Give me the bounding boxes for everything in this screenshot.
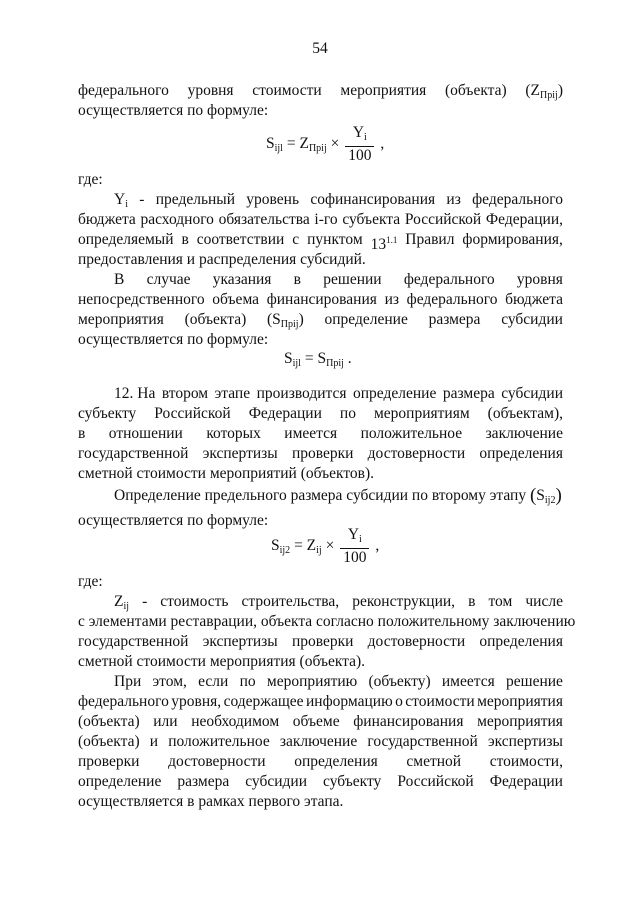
word: Российской [154, 405, 231, 422]
word: из [446, 191, 461, 208]
word: положительное [360, 425, 463, 442]
text-line: осуществляется по формуле: [78, 331, 269, 348]
paren-close: ) [555, 485, 562, 506]
subscript: Прij [540, 90, 558, 101]
formula-symbol: = S [300, 350, 327, 367]
word: положительное [168, 733, 270, 750]
formula-symbol: S [271, 537, 280, 555]
word: решении [323, 271, 382, 288]
word: (объекта) [184, 311, 247, 328]
word: В [114, 271, 125, 288]
text-line [78, 405, 563, 423]
formula-s-ij1-equals-s-prij [284, 350, 352, 369]
word: размера [428, 311, 481, 328]
paren: ) [557, 82, 563, 99]
word: числе [525, 593, 563, 610]
word: формирования, [462, 231, 563, 248]
word: проверки [78, 753, 140, 770]
subscript: Прij [326, 358, 344, 369]
text-line [78, 693, 563, 711]
word: которых [206, 425, 261, 442]
fraction [345, 124, 374, 165]
text-line: осуществляется по формуле: [78, 512, 269, 529]
text-line: предоставления и распределения субсидий. [78, 251, 366, 268]
text-line [114, 673, 563, 691]
word: размера [442, 385, 495, 402]
paren: ) [298, 311, 304, 328]
multiply-sign: × [326, 135, 344, 153]
text-line: осуществляется по формуле: [78, 102, 269, 119]
word: федерального [406, 291, 498, 308]
word: экспертизы [202, 633, 278, 650]
comma: , [376, 135, 385, 153]
word: стоимости, [489, 753, 563, 770]
word: При [114, 673, 142, 690]
text-line: осуществляется в рамках первого этапа. [78, 793, 344, 810]
word: определения [479, 633, 563, 650]
word: обязательства [218, 211, 310, 228]
word: пунктом [307, 231, 363, 248]
word: определения [479, 445, 563, 462]
text-line: с элементами реставрации, объекта согласно положительному заключению [78, 613, 576, 630]
word: определения [294, 753, 378, 770]
subscript: ijl [274, 143, 283, 155]
number: 13 [370, 236, 387, 253]
word: субсидии [245, 773, 308, 790]
word: уровня, [171, 693, 222, 710]
word: о [395, 693, 403, 710]
word: расходного [140, 211, 214, 228]
word: федерального [78, 82, 169, 99]
text-line: сметной стоимости мероприятия (объекта). [78, 653, 366, 670]
word: информацию [306, 693, 393, 710]
text-line [114, 271, 563, 289]
word: заключение [485, 425, 563, 442]
formula-symbol: S [266, 135, 275, 153]
symbol: Y [114, 191, 126, 208]
word: Федерации [489, 773, 563, 790]
text-line [78, 713, 563, 731]
word: по [339, 405, 356, 422]
word: объеме [292, 713, 340, 730]
word: мероприятия [477, 693, 563, 710]
word: федерального [78, 693, 169, 710]
subscript: ij [123, 601, 130, 612]
formula-symbol: S [284, 350, 293, 367]
word: (объектам), [487, 405, 563, 422]
word: или [153, 713, 178, 730]
word: по [239, 673, 256, 690]
word: (объекту) [368, 673, 431, 690]
word: том [488, 593, 513, 610]
symbol: Z [114, 593, 124, 610]
word: уровня [187, 82, 234, 99]
word: определение [78, 773, 162, 790]
word: с [292, 231, 300, 248]
word: мероприятия [340, 82, 427, 99]
word: (объекта) [78, 733, 140, 750]
word: субъекту [323, 773, 382, 790]
text-line [78, 425, 563, 443]
word: если [198, 673, 229, 690]
subscript: Прij [280, 319, 299, 330]
word: государственной [78, 633, 189, 650]
word: софинансирования [310, 191, 436, 208]
word: мероприятию [266, 673, 358, 690]
word: Российской [397, 773, 474, 790]
symbol: S [536, 487, 545, 504]
word: мероприятия [477, 713, 563, 730]
word: достоверности [168, 753, 266, 770]
word: финансирования [266, 291, 377, 308]
formula-s-ij1 [266, 124, 384, 165]
text-line [114, 385, 563, 403]
word: этом, [152, 673, 187, 690]
word: сметной [406, 753, 462, 770]
z-symbol: (Z [525, 82, 541, 99]
text-line: где: [78, 573, 103, 590]
formula-s-ij2 [271, 526, 379, 567]
text-line [78, 291, 563, 309]
word: достоверности [367, 633, 466, 650]
word: имеется [284, 425, 338, 442]
word: - [139, 191, 145, 208]
subscript: ijl [292, 358, 301, 369]
multiply-sign: × [321, 537, 339, 555]
denominator: 100 [343, 549, 367, 566]
word: в [181, 231, 189, 248]
word: определение [353, 385, 437, 402]
word: случае [146, 271, 191, 288]
text-line [114, 487, 563, 510]
word: необходимом [191, 713, 280, 730]
word: решение [506, 673, 563, 690]
symbol: (S [267, 311, 281, 328]
text-line [78, 445, 563, 463]
comma: , [371, 537, 380, 555]
word: и [149, 733, 159, 750]
word: субсидии [501, 385, 563, 402]
numerator-symbol: Y [352, 124, 365, 141]
word: стоимость [160, 593, 229, 610]
word: экспертизы [487, 733, 563, 750]
word: объема [212, 291, 260, 308]
word: непосредственного [78, 291, 205, 308]
word: Правил [405, 231, 455, 248]
word: государственной [78, 445, 189, 462]
word: размера [177, 773, 230, 790]
denominator: 100 [348, 147, 372, 164]
word: содержащее [223, 693, 304, 710]
word: государственной [367, 733, 478, 750]
text-line [78, 733, 563, 751]
word: мероприятиям [373, 405, 470, 422]
text-line [78, 211, 563, 229]
word: федерального [403, 271, 495, 288]
word: уровень [246, 191, 300, 208]
word: реконструкции, [352, 593, 456, 610]
word: в [293, 271, 301, 288]
period: . [343, 350, 352, 367]
word: i-го [314, 211, 338, 228]
word: экспертизы [202, 445, 278, 462]
word: субсидии [501, 311, 563, 328]
numerator [340, 526, 369, 549]
subscript: i [125, 199, 128, 210]
word: определение [324, 311, 408, 328]
text-line [78, 633, 563, 651]
sentence: Определение предельного размера субсидии по второму этапу [114, 487, 530, 504]
word: в [78, 425, 86, 442]
word: стоимости [405, 693, 475, 710]
subscript: ij2 [279, 545, 291, 557]
paren-open: ( [529, 485, 537, 506]
word: строительства, [241, 593, 340, 610]
superscript: 1.1 [386, 235, 398, 245]
word: мероприятия [78, 311, 164, 328]
word: указания [212, 271, 272, 288]
word: проверки [291, 445, 354, 462]
word: отношении [108, 425, 183, 442]
numerator-symbol: Y [347, 526, 360, 543]
word: достоверности [367, 445, 466, 462]
word: 12. На [114, 385, 156, 402]
subscript: i [359, 534, 362, 545]
word: втором [161, 385, 209, 402]
word: этапе [214, 385, 251, 402]
subscript: ij2 [544, 495, 556, 506]
text-line: сметной стоимости мероприятий (объектов). [78, 465, 375, 482]
word: субъекта [342, 211, 401, 228]
text-line [78, 773, 563, 791]
word: финансирования [353, 713, 464, 730]
word: стоимости [252, 82, 322, 99]
subscript: Прij [308, 143, 327, 155]
word: бюджета [505, 291, 563, 308]
word: определяемый [78, 231, 174, 248]
word: Федерации, [485, 211, 563, 228]
text-line [78, 753, 563, 771]
word: Российской [404, 211, 482, 228]
word: субъекту [78, 405, 137, 422]
word: бюджета [78, 211, 136, 228]
fraction [340, 526, 369, 567]
word: проверки [291, 633, 354, 650]
numerator [345, 124, 374, 147]
word: из [384, 291, 399, 308]
word: (объекта) [78, 713, 140, 730]
word: уровня [516, 271, 563, 288]
text-line: где: [78, 171, 103, 188]
formula-symbol: = Z [290, 537, 317, 555]
subscript: ij [316, 545, 322, 557]
word: в [468, 593, 476, 610]
word: производится [256, 385, 347, 402]
word: предельный [155, 191, 236, 208]
word: Федерации [248, 405, 322, 422]
page-number: 54 [312, 40, 328, 57]
word: (объекта) [445, 82, 507, 99]
word: - [142, 593, 148, 610]
formula-symbol: = Z [282, 135, 309, 153]
word: федерального [472, 191, 563, 208]
word: заключение [279, 733, 358, 750]
word: имеется [441, 673, 495, 690]
word: соответствии [196, 231, 285, 248]
subscript: i [364, 132, 367, 143]
